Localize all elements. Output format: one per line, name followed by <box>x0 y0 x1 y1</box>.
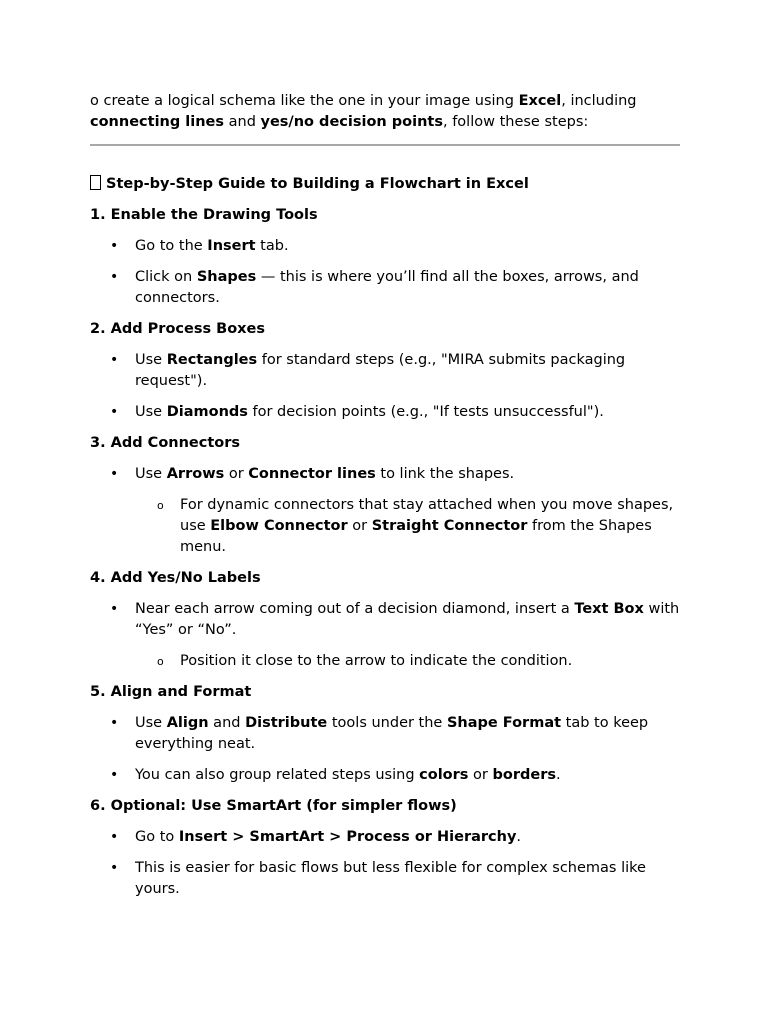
horizontal-rule <box>90 144 680 146</box>
step-heading: 5. Align and Format <box>90 684 252 700</box>
sub-bullet-list <box>135 651 680 672</box>
step-bullet-list <box>90 599 680 672</box>
list-item: • You can also group related steps using colors or borders. <box>90 765 680 786</box>
bullet-icon: • <box>110 860 119 876</box>
guide-title: Step-by-Step Guide to Building a Flowchart in Excel <box>90 174 680 195</box>
list-item: • This is easier for basic flows but less flexible for complex schemas like yours. <box>110 860 646 897</box>
step-heading: 4. Add Yes/No Labels <box>90 570 261 586</box>
list-item: • Go to the Insert tab. <box>90 236 680 257</box>
missing-glyph-icon <box>90 175 101 190</box>
list-item: • Go to Insert > SmartArt > Process or Hierarchy. <box>90 827 680 848</box>
bullet-icon: • <box>110 829 119 845</box>
step-heading: 1. Enable the Drawing Tools <box>90 207 318 223</box>
step-bullet-list <box>90 350 680 423</box>
step-bullet-list <box>90 464 680 558</box>
list-item: • Use Rectangles for standard steps (e.g., "MIRA submits packaging request"). <box>110 352 626 389</box>
bullet-icon: • <box>110 601 119 617</box>
sub-list-item: o For dynamic connectors that stay attached when you move shapes, use Elbow Connector or Straight Connector from the Shapes menu. <box>157 497 674 555</box>
step-bullet-list <box>90 713 680 786</box>
list-item: • Use Arrows or Connector lines to link the shapes. o For dynamic connectors that stay attached when you move shapes, use Elbow Connector or Straight Connector from the Shapes menu. <box>90 464 680 558</box>
bullet-icon: • <box>110 352 119 368</box>
document-page <box>90 91 680 910</box>
bullet-icon: • <box>110 715 119 731</box>
sub-list-item: o Position it close to the arrow to indicate the condition. <box>135 651 680 672</box>
list-item: • Click on Shapes — this is where you’ll find all the boxes, arrows, and connectors. <box>110 269 639 306</box>
step-heading: 3. Add Connectors <box>90 435 241 451</box>
sub-bullet-icon: o <box>157 499 164 512</box>
bullet-icon: • <box>110 767 119 783</box>
sub-bullet-list <box>135 495 680 558</box>
step-heading: 6. Optional: Use SmartArt (for simpler flows) <box>90 798 457 814</box>
step-bullet-list <box>90 827 680 900</box>
intro-paragraph: o create a logical schema like the one in your image using Excel, including connecting lines and yes/no decision points, follow these steps: <box>90 93 637 130</box>
sub-bullet-icon: o <box>157 655 164 668</box>
list-item: • Use Align and Distribute tools under the Shape Format tab to keep everything neat. <box>110 715 649 752</box>
list-item: • Use Diamonds for decision points (e.g., "If tests unsuccessful"). <box>90 402 680 423</box>
step-heading: 2. Add Process Boxes <box>90 321 265 337</box>
list-item: • Near each arrow coming out of a decision diamond, insert a Text Box with “Yes” or “No”. o Position it close to the arrow to indicate the condition. <box>90 599 680 672</box>
step-bullet-list <box>90 236 680 309</box>
bullet-icon: • <box>110 404 119 420</box>
bullet-icon: • <box>110 238 119 254</box>
bullet-icon: • <box>110 466 119 482</box>
bullet-icon: • <box>110 269 119 285</box>
